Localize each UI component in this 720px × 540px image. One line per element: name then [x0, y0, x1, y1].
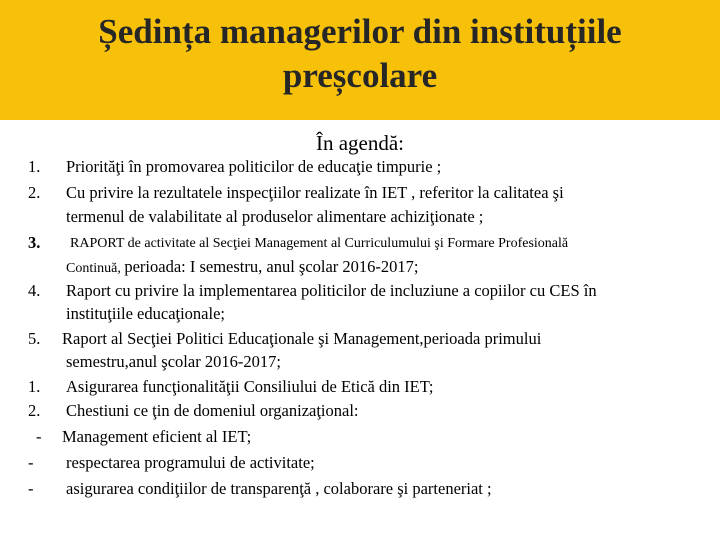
agenda-item-3-text-a: Continuă,	[66, 261, 125, 276]
title-banner	[0, 0, 720, 120]
dash-marker: -	[28, 479, 34, 498]
item-marker: 1.	[28, 157, 41, 176]
dash-marker: -	[36, 427, 42, 446]
item-marker: 2.	[28, 183, 41, 202]
title-line-1: Ședința managerilor din instituțiile	[98, 12, 622, 51]
agenda-item-7: Chestiuni ce ţin de domeniul organizaţional:	[66, 401, 359, 420]
agenda-item-1: Priorităţi în promovarea politicilor de educaţie timpurie ;	[66, 157, 442, 176]
agenda-heading: În agendă:	[315, 131, 405, 155]
agenda-item-4-line-2: instituţiile educaţionale;	[66, 304, 225, 323]
item-marker: 3.	[28, 233, 41, 252]
agenda-item-6: Asigurarea funcţionalităţii Consiliului de Etică din IET;	[66, 377, 434, 396]
slide-title	[0, 10, 720, 98]
agenda-subitem-3: asigurarea condiţiilor de transparenţă , colaborare şi parteneriat ;	[66, 479, 492, 498]
title-line-2: preșcolare	[282, 56, 438, 95]
item-marker: 1.	[28, 377, 41, 396]
item-marker: 2.	[28, 401, 41, 420]
agenda-item-3-line-2	[66, 256, 419, 280]
agenda-item-2-line-1: Cu privire la rezultatele inspecţiilor realizate în IET , referitor la calitatea şi	[66, 183, 564, 202]
item-marker: 4.	[28, 281, 41, 300]
item-marker: 5.	[28, 329, 41, 348]
agenda-item-3-text-b: perioada: I semestru, anul şcolar 2016-2017;	[124, 257, 419, 276]
dash-marker: -	[28, 453, 34, 472]
agenda-item-5-line-1: Raport al Secţiei Politici Educaţionale şi Management,perioada primului	[62, 329, 542, 348]
agenda-item-2-line-2: termenul de valabilitate al produselor alimentare achiziţionate ;	[66, 207, 484, 226]
agenda-item-4-line-1: Raport cu privire la implementarea politicilor de incluziune a copiilor cu CES în	[66, 281, 597, 300]
agenda-subitem-1: Management eficient al IET;	[62, 427, 252, 446]
agenda-item-5-line-2: semestru,anul şcolar 2016-2017;	[66, 352, 281, 371]
agenda-subitem-2: respectarea programului de activitate;	[66, 453, 315, 472]
agenda-item-3-line-1: RAPORT de activitate al Secţiei Management al Curriculumului şi Formare Profesională	[70, 236, 569, 251]
